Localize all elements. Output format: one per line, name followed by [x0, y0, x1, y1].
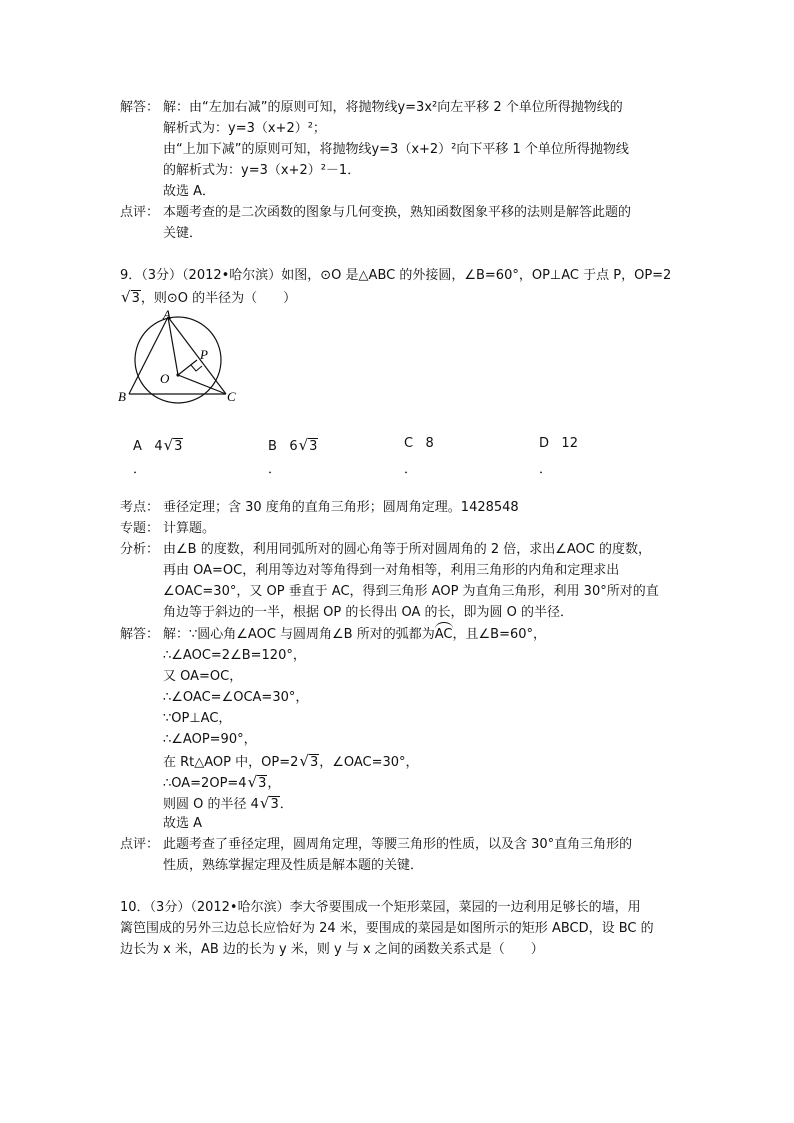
q9-jieda-line7: 在 Rt△AOP 中，OP=2√3，∠OAC=30°， [163, 752, 419, 770]
q9-jieda-line2: ∴∠AOC=2∠B=120°， [163, 648, 306, 663]
q9-fenxi-label: 分析： [120, 542, 160, 557]
q8-jieda-line4: 的解析式为：y=3（x+2）²－1． [163, 163, 361, 178]
option-c[interactable]: C 8 [404, 436, 434, 451]
segment-op [178, 360, 197, 375]
q8-dianping-label: 点评： [120, 205, 160, 220]
label-c: C [227, 389, 236, 404]
q9-jieda-line9: 则圆 O 的半径 4√3． [163, 794, 293, 812]
q9-fenxi-line4: 角边等于斜边的一半，根据 OP 的长得出 OA 的长，即为圆 O 的半径． [163, 605, 573, 620]
arc-ac: AC [435, 625, 453, 645]
q8-jieda-line5: 故选 A． [163, 184, 216, 199]
option-c-dot: ． [404, 462, 418, 477]
option-b-dot: ． [268, 462, 282, 477]
q8-dianping-line2: 关键． [163, 226, 203, 241]
right-angle-mark [191, 365, 202, 371]
sqrt-expression: √3 [121, 288, 140, 306]
q9-dianping-line2: 性质，熟练掌握定理及性质是解本题的关键． [163, 858, 424, 873]
q9-dianping-label: 点评： [120, 837, 160, 852]
option-d[interactable]: D 12 [539, 436, 578, 451]
q9-jieda-line1: 解：∵圆心角∠AOC 与圆周角∠B 所对的弧都为AC，且∠B=60°， [163, 625, 546, 645]
q8-jieda-line3: 由“上加下减”的原则可知，将抛物线y=3（x+2）²向下平移 1 个单位所得抛物线 [163, 142, 629, 157]
q9-jieda-label: 解答： [120, 627, 160, 642]
label-a: A [163, 307, 171, 322]
option-b[interactable]: B 6√3 [268, 436, 318, 454]
q9-dianping-line1: 此题考查了垂径定理，圆周角定理，等腰三角形的性质，以及含 30°直角三角形的 [163, 837, 633, 852]
center-dot [176, 373, 179, 376]
q8-jieda-line1: 解：由“左加右减”的原则可知，将抛物线y=3x²向左平移 2 个单位所得抛物线的 [163, 100, 623, 115]
option-a[interactable]: A 4√3 [133, 436, 183, 454]
q9-jieda-line8: ∴OA=2OP=4√3， [163, 773, 281, 791]
q9-jieda-line3: 又 OA=OC， [163, 669, 243, 684]
q9-jieda-line5: ∵OP⊥AC， [163, 711, 232, 726]
q9-stem-line1: 9．（3分）（2012•哈尔滨）如图，⊙O 是△ABC 的外接圆，∠B=60°，OP⊥AC 于点 P，OP=2 [120, 268, 672, 283]
q10-stem-line3: 边长为 x 米，AB 边的长为 y 米，则 y 与 x 之间的函数关系式是（ ） [120, 942, 544, 957]
option-d-dot: ． [539, 462, 553, 477]
q9-kaodian: 垂径定理；含 30 度角的直角三角形；圆周角定理。1428548 [163, 500, 519, 515]
q9-fenxi-line2: 再由 OA=OC，利用等边对等角得到一对角相等，利用三角形的内角和定理求出 [163, 563, 620, 578]
q9-zhuanti: 计算题。 [163, 521, 216, 536]
q9-circle-figure [116, 305, 246, 410]
option-a-dot: ． [133, 462, 147, 477]
segment-oa [168, 317, 178, 375]
q9-fenxi-line3: ∠OAC=30°，又 OP 垂直于 AC，得到三角形 AOP 为直角三角形，利用 30°所对的直 [163, 584, 659, 599]
q9-fenxi-line1: 由∠B 的度数，利用同弧所对的圆心角等于所对圆周角的 2 倍，求出∠AOC 的度数， [163, 542, 652, 557]
label-p: P [200, 347, 208, 362]
q9-jieda-line4: ∴∠OAC=∠OCA=30°， [163, 690, 309, 705]
q8-jieda-line2: 解析式为：y=3（x+2）²； [163, 121, 326, 136]
q10-stem-line2: 篱笆围成的另外三边总长应恰好为 24 米，要围成的菜园是如图所示的矩形 ABCD，设 BC 的 [120, 921, 654, 936]
q9-zhuanti-label: 专题： [120, 521, 160, 536]
label-o: O [160, 371, 170, 386]
q8-jieda-label: 解答： [120, 100, 160, 115]
q9-stem-line2: √3，则⊙O 的半径为（ ） [120, 287, 296, 309]
q8-dianping-line1: 本题考查的是二次函数的图象与几何变换，熟知函数图象平移的法则是解答此题的 [163, 205, 632, 220]
q9-jieda-line10: 故选 A [163, 816, 203, 831]
q9-jieda-line6: ∴∠AOP=90°， [163, 732, 257, 747]
q9-kaodian-label: 考点： [120, 500, 160, 515]
label-b: B [118, 389, 126, 404]
q10-stem-line1: 10．（3分）（2012•哈尔滨）李大爷要围成一个矩形菜园，菜园的一边利用足够长的墙，用 [120, 900, 641, 915]
